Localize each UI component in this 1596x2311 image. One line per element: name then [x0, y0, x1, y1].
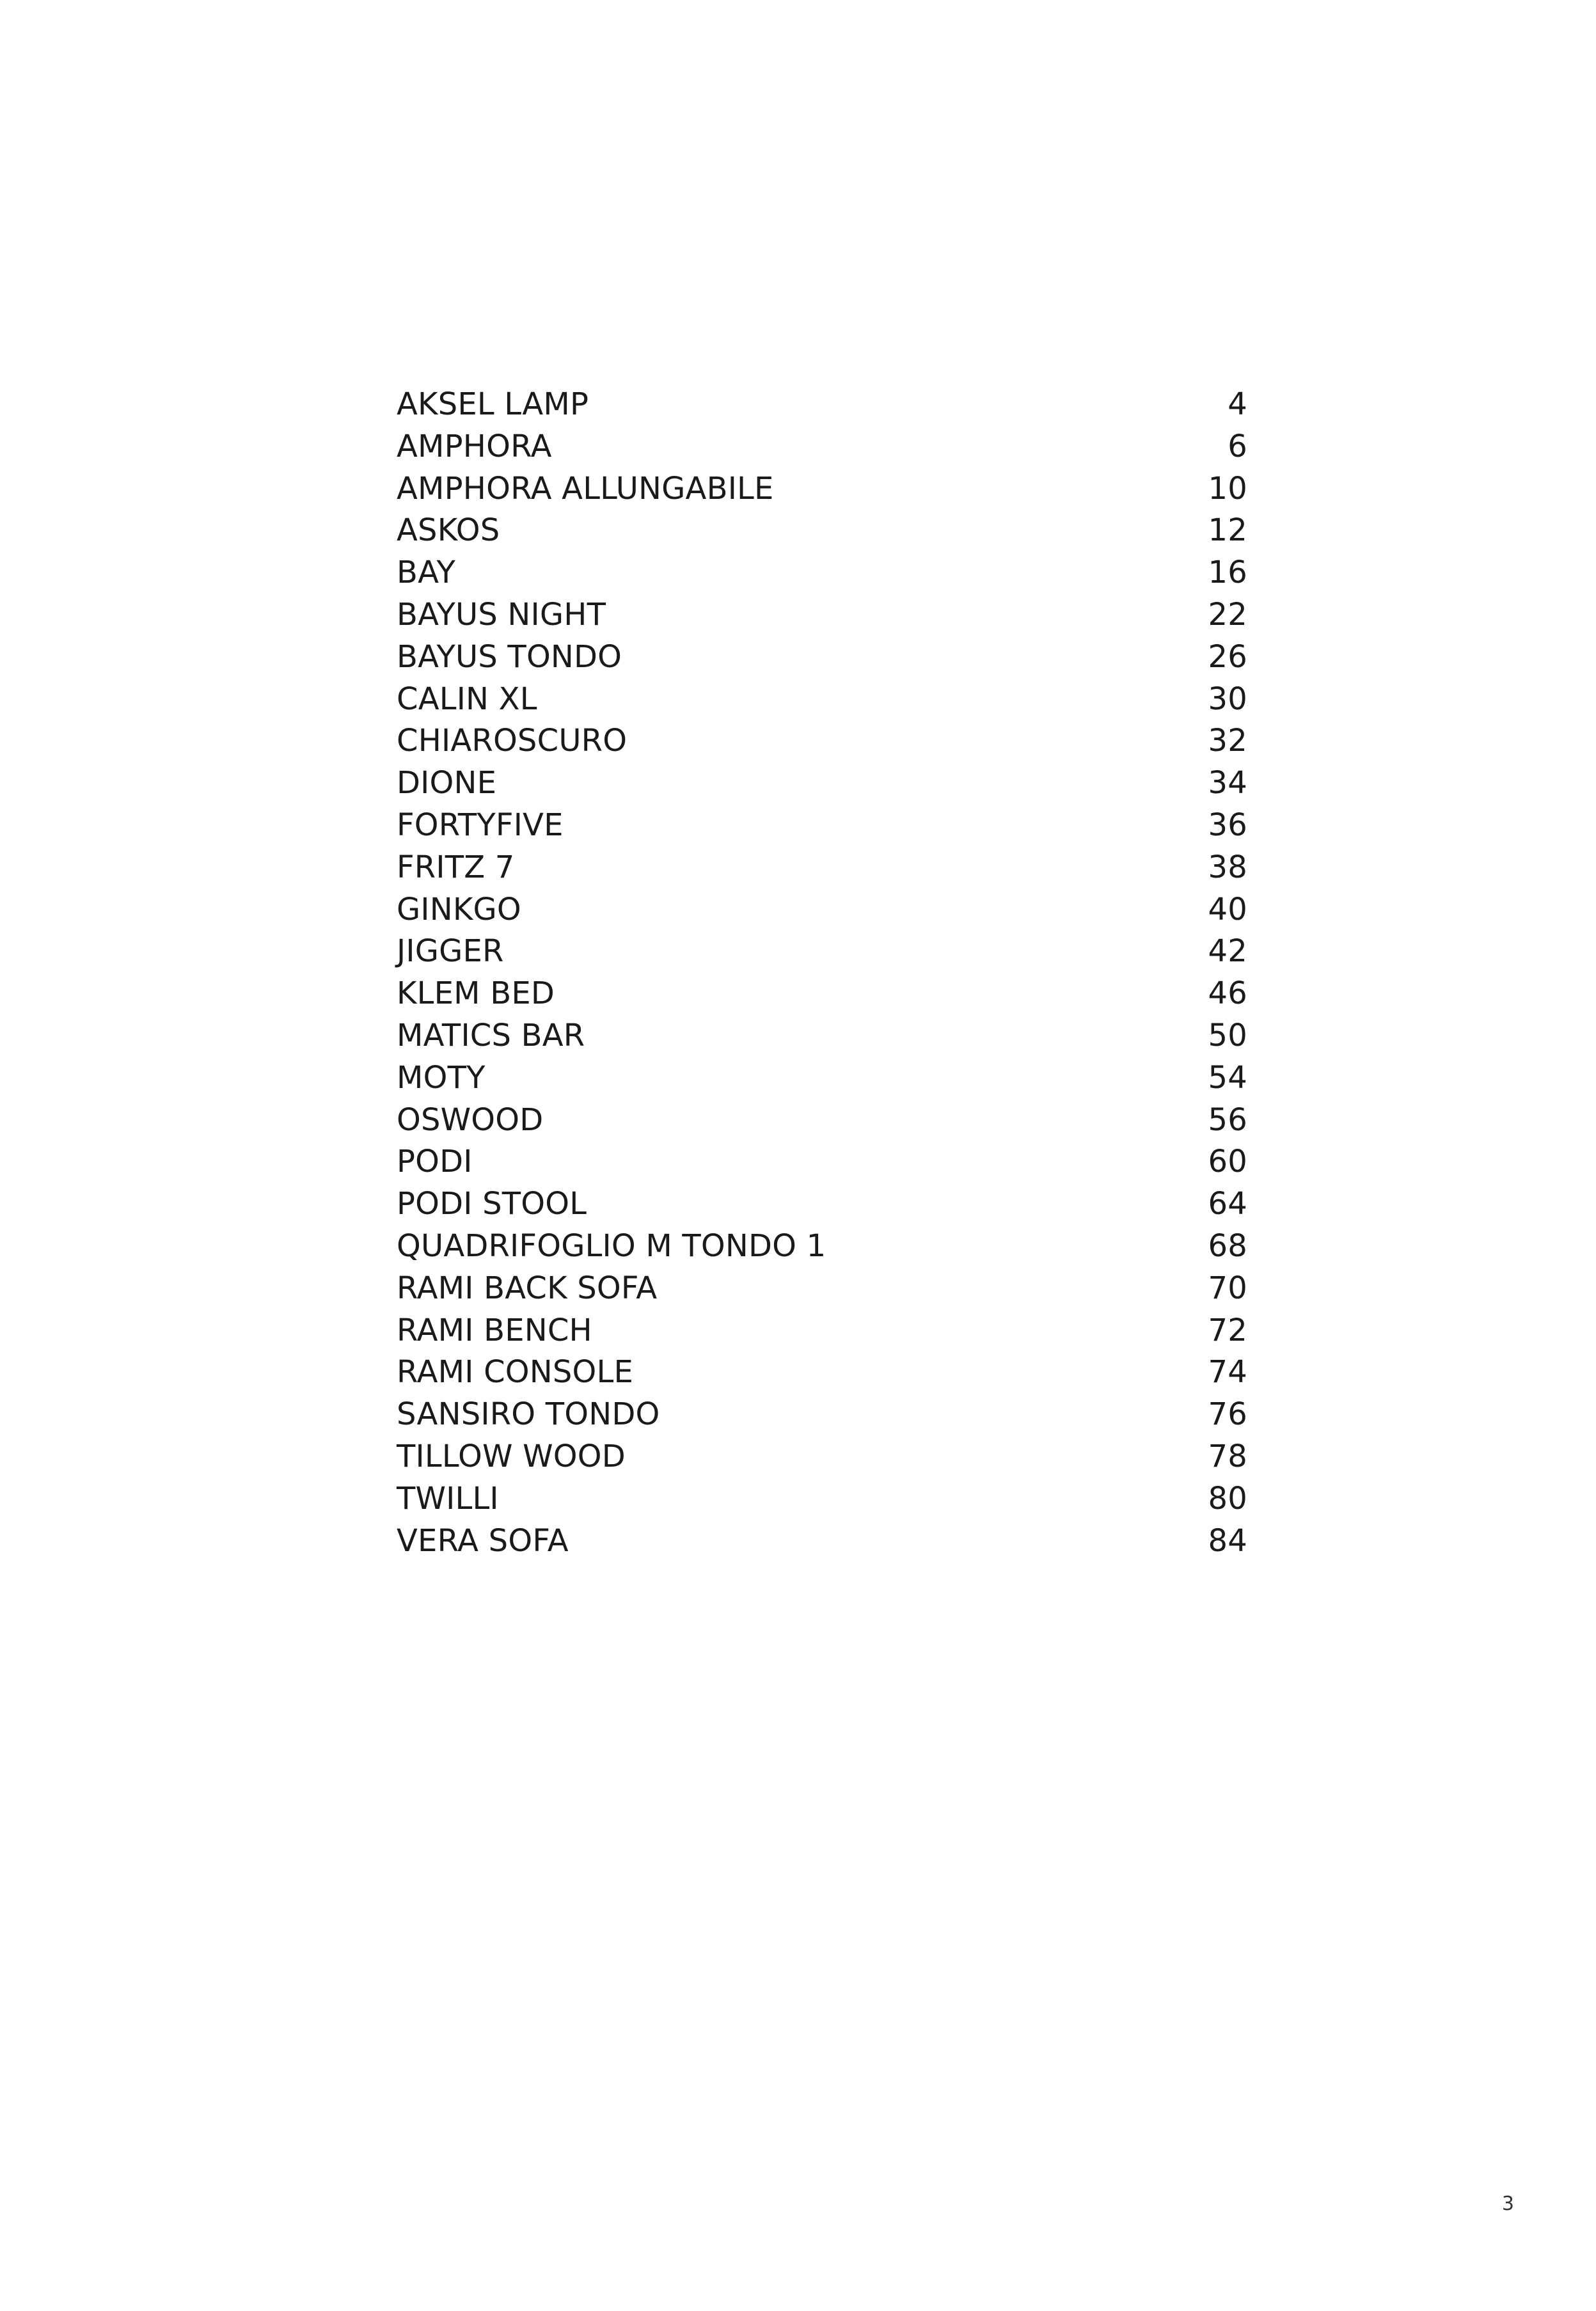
toc-entry-title: VERA SOFA — [397, 1522, 569, 1559]
toc-entry-page: 40 — [1208, 891, 1247, 927]
toc-entry-page: 38 — [1208, 849, 1247, 885]
toc-entry[interactable] — [397, 1226, 1247, 1268]
toc-entry[interactable] — [397, 1478, 1247, 1520]
toc-entry-page: 42 — [1208, 933, 1247, 970]
toc-entry-page: 76 — [1208, 1396, 1247, 1433]
toc-entry[interactable] — [397, 594, 1247, 636]
toc-entry[interactable] — [397, 1352, 1247, 1394]
page-number: 3 — [1501, 2193, 1514, 2215]
toc-entry-page: 64 — [1208, 1186, 1247, 1222]
toc-entry[interactable] — [397, 973, 1247, 1015]
toc-entry[interactable] — [397, 510, 1247, 552]
toc-entry-title: DIONE — [397, 765, 497, 801]
toc-entry-title: FORTYFIVE — [397, 807, 564, 843]
toc-entry-title: QUADRIFOGLIO M TONDO 1 — [397, 1227, 826, 1264]
toc-entry[interactable] — [397, 1015, 1247, 1057]
toc-entry-page: 74 — [1208, 1354, 1247, 1391]
toc-entry-page: 4 — [1228, 386, 1247, 422]
toc-entry-title: TILLOW WOOD — [397, 1438, 626, 1474]
toc-entry-page: 80 — [1208, 1480, 1247, 1517]
toc-entry-page: 60 — [1208, 1144, 1247, 1180]
toc-entry-title: GINKGO — [397, 891, 521, 927]
toc-entry[interactable] — [397, 1268, 1247, 1310]
toc-entry-title: BAY — [397, 555, 455, 591]
toc-entry[interactable] — [397, 931, 1247, 973]
table-of-contents — [397, 384, 1247, 1562]
toc-entry[interactable] — [397, 1520, 1247, 1563]
toc-entry-title: KLEM BED — [397, 975, 555, 1012]
toc-entry-page: 12 — [1208, 512, 1247, 549]
toc-entry-page: 22 — [1208, 596, 1247, 633]
toc-entry-page: 54 — [1208, 1059, 1247, 1096]
toc-entry[interactable] — [397, 636, 1247, 679]
toc-entry[interactable] — [397, 1100, 1247, 1142]
toc-entry-page: 68 — [1208, 1227, 1247, 1264]
toc-entry-title: MATICS BAR — [397, 1017, 585, 1053]
toc-entry[interactable] — [397, 1310, 1247, 1352]
toc-entry[interactable] — [397, 889, 1247, 931]
toc-entry-title: RAMI BACK SOFA — [397, 1270, 658, 1306]
toc-entry-title: TWILLI — [397, 1480, 499, 1517]
toc-entry-title: SANSIRO TONDO — [397, 1396, 660, 1433]
toc-entry-title: BAYUS NIGHT — [397, 596, 606, 633]
toc-entry[interactable] — [397, 847, 1247, 889]
toc-entry-title: RAMI CONSOLE — [397, 1354, 633, 1391]
toc-entry-page: 50 — [1208, 1017, 1247, 1053]
toc-entry[interactable] — [397, 805, 1247, 847]
toc-entry-title: BAYUS TONDO — [397, 638, 622, 675]
toc-entry-title: AMPHORA — [397, 428, 552, 464]
toc-entry-title: OSWOOD — [397, 1101, 544, 1138]
toc-entry-page: 70 — [1208, 1270, 1247, 1306]
toc-entry-page: 6 — [1228, 428, 1247, 464]
toc-entry-title: AKSEL LAMP — [397, 386, 589, 422]
toc-entry-page: 46 — [1208, 975, 1247, 1012]
toc-entry-page: 30 — [1208, 681, 1247, 717]
toc-entry-page: 32 — [1208, 723, 1247, 759]
toc-entry-page: 10 — [1208, 470, 1247, 507]
toc-entry-title: JIGGER — [397, 933, 504, 970]
toc-entry-title: ASKOS — [397, 512, 500, 549]
toc-entry-title: PODI STOOL — [397, 1186, 587, 1222]
toc-entry[interactable] — [397, 1436, 1247, 1478]
toc-entry-page: 16 — [1208, 555, 1247, 591]
toc-entry[interactable] — [397, 552, 1247, 594]
toc-entry[interactable] — [397, 426, 1247, 468]
toc-entry[interactable] — [397, 384, 1247, 426]
toc-entry-title: AMPHORA ALLUNGABILE — [397, 470, 774, 507]
toc-entry[interactable] — [397, 1141, 1247, 1183]
toc-entry[interactable] — [397, 1057, 1247, 1100]
toc-entry-title: CALIN XL — [397, 681, 537, 717]
toc-entry-title: FRITZ 7 — [397, 849, 515, 885]
toc-entry-title: PODI — [397, 1144, 473, 1180]
toc-entry-title: MOTY — [397, 1059, 486, 1096]
toc-entry[interactable] — [397, 1183, 1247, 1226]
toc-entry-page: 36 — [1208, 807, 1247, 843]
toc-entry[interactable] — [397, 762, 1247, 805]
toc-entry-page: 78 — [1208, 1438, 1247, 1474]
toc-entry[interactable] — [397, 720, 1247, 762]
toc-entry[interactable] — [397, 468, 1247, 510]
toc-entry-page: 34 — [1208, 765, 1247, 801]
toc-entry[interactable] — [397, 1394, 1247, 1436]
toc-entry-page: 26 — [1208, 638, 1247, 675]
toc-entry-title: RAMI BENCH — [397, 1312, 592, 1348]
toc-entry[interactable] — [397, 679, 1247, 721]
toc-entry-page: 84 — [1208, 1522, 1247, 1559]
toc-entry-page: 56 — [1208, 1101, 1247, 1138]
toc-entry-page: 72 — [1208, 1312, 1247, 1348]
toc-entry-title: CHIAROSCURO — [397, 723, 628, 759]
